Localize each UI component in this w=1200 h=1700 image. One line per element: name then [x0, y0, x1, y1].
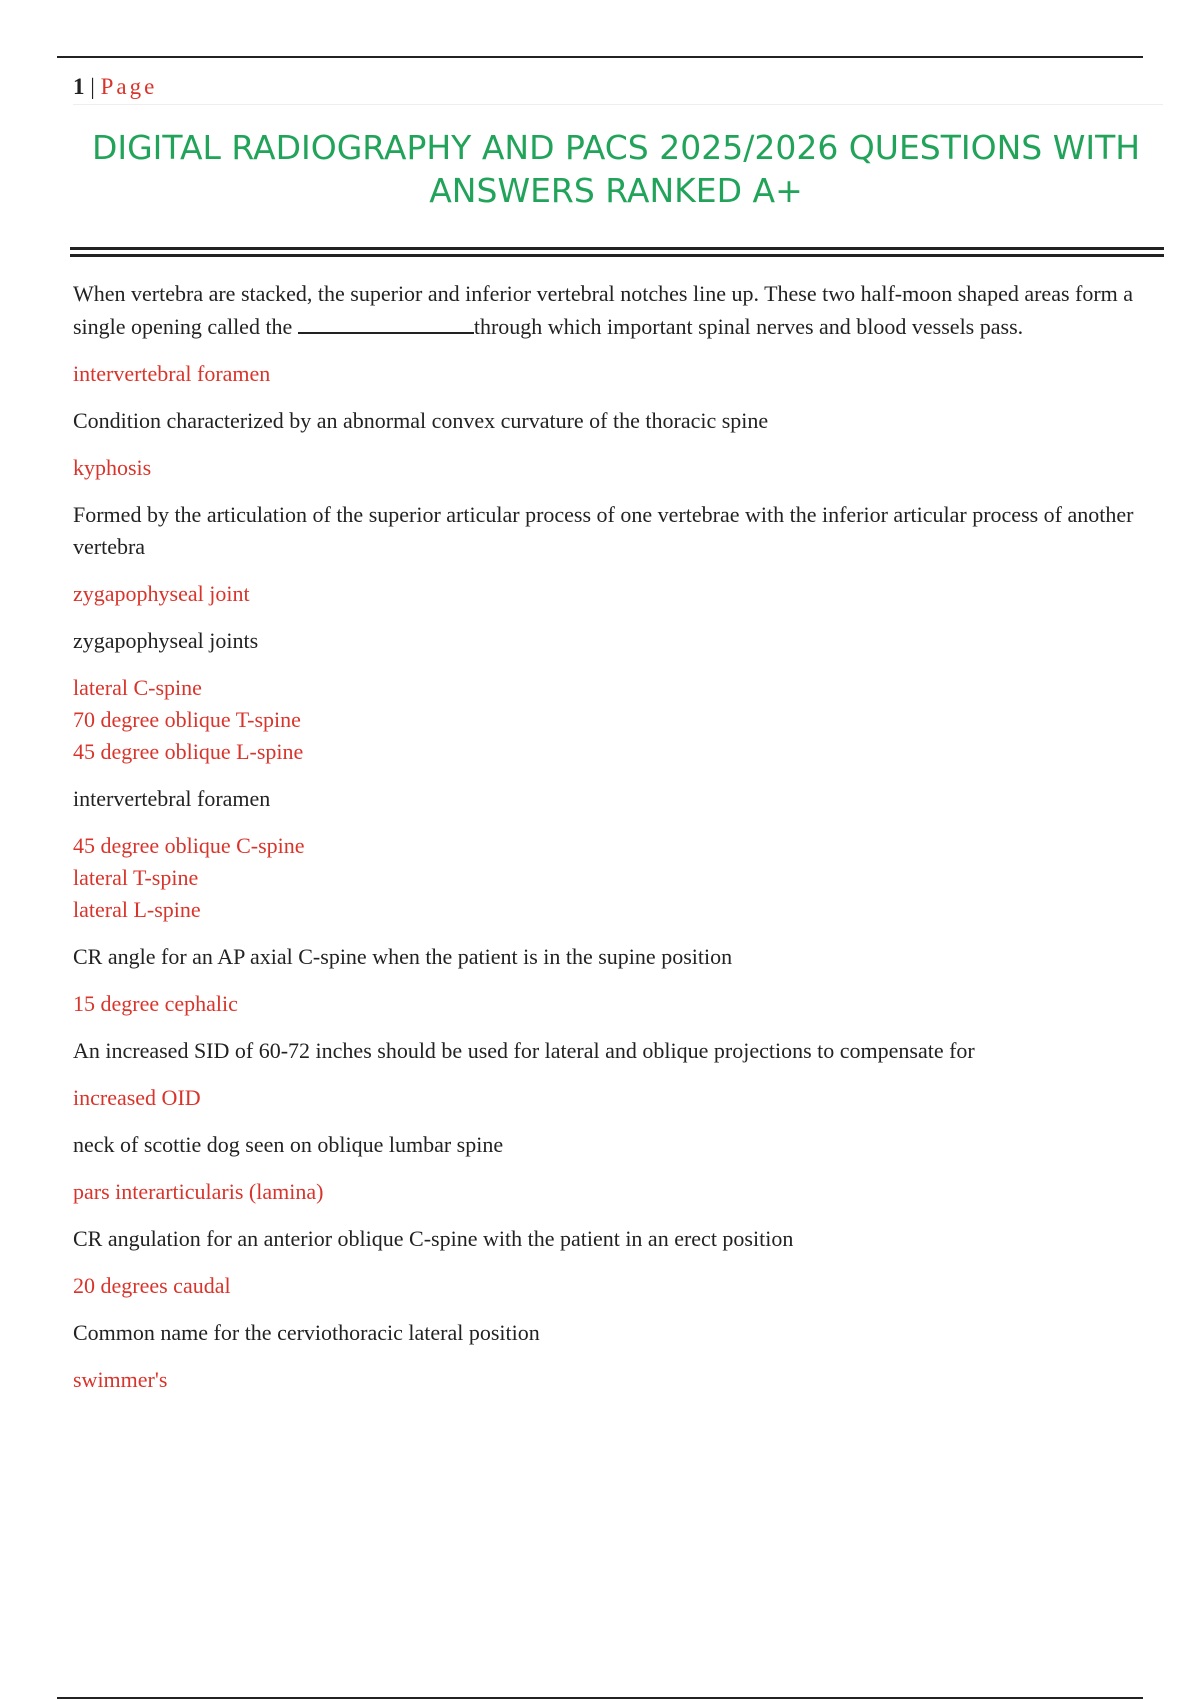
question-3: Formed by the articulation of the superior articular process of one vertebrae with the inferior articular process of another vertebra — [73, 502, 1134, 559]
answer-4-line: 70 degree oblique T-spine — [73, 707, 301, 732]
answer-4-line: 45 degree oblique L-spine — [73, 739, 304, 764]
qa-content — [73, 278, 1155, 1411]
answer-4-line: lateral C-spine — [73, 675, 202, 700]
answer-7: increased OID — [73, 1085, 201, 1110]
page-separator: | — [84, 74, 101, 99]
answer-5-line: 45 degree oblique C-spine — [73, 833, 305, 858]
page-number: 1 — [73, 74, 85, 99]
question-8: neck of scottie dog seen on oblique lumbar spine — [73, 1132, 504, 1157]
answer-4 — [73, 672, 1155, 768]
answer-9: 20 degrees caudal — [73, 1273, 231, 1298]
document-title: DIGITAL RADIOGRAPHY AND PACS 2025/2026 QUESTIONS WITH ANSWERS RANKED A+ — [91, 128, 1141, 210]
question-1-after-blank: through which important spinal nerves and blood vessels pass. — [473, 314, 1024, 339]
answer-10: swimmer's — [73, 1367, 168, 1392]
question-9: CR angulation for an anterior oblique C-spine with the patient in an erect position — [73, 1226, 794, 1251]
question-4: zygapophyseal joints — [73, 628, 259, 653]
question-6: CR angle for an AP axial C-spine when the patient is in the supine position — [73, 944, 733, 969]
answer-1: intervertebral foramen — [73, 361, 271, 386]
bottom-rule — [57, 1697, 1143, 1699]
answer-5 — [73, 830, 1155, 926]
page-header — [73, 72, 1163, 105]
question-7: An increased SID of 60-72 inches should be used for lateral and oblique projections to compensate for — [73, 1038, 975, 1063]
question-1 — [73, 278, 1155, 343]
page-word: Page — [100, 74, 158, 99]
answer-3: zygapophyseal joint — [73, 581, 250, 606]
answer-2: kyphosis — [73, 455, 152, 480]
fill-in-blank — [298, 310, 474, 334]
question-5: intervertebral foramen — [73, 786, 271, 811]
question-10: Common name for the cerviothoracic lateral position — [73, 1320, 540, 1345]
question-2: Condition characterized by an abnormal convex curvature of the thoracic spine — [73, 408, 769, 433]
answer-5-line: lateral T-spine — [73, 865, 199, 890]
question-1-before-blank: When vertebra are stacked, the superior and inferior vertebral notches line up. These two half-moon shaped areas form a single opening called the — [73, 281, 1134, 339]
top-rule — [57, 56, 1143, 58]
answer-5-line: lateral L-spine — [73, 897, 201, 922]
answer-6: 15 degree cephalic — [73, 991, 238, 1016]
title-divider — [70, 247, 1164, 257]
answer-8: pars interarticularis (lamina) — [73, 1179, 324, 1204]
